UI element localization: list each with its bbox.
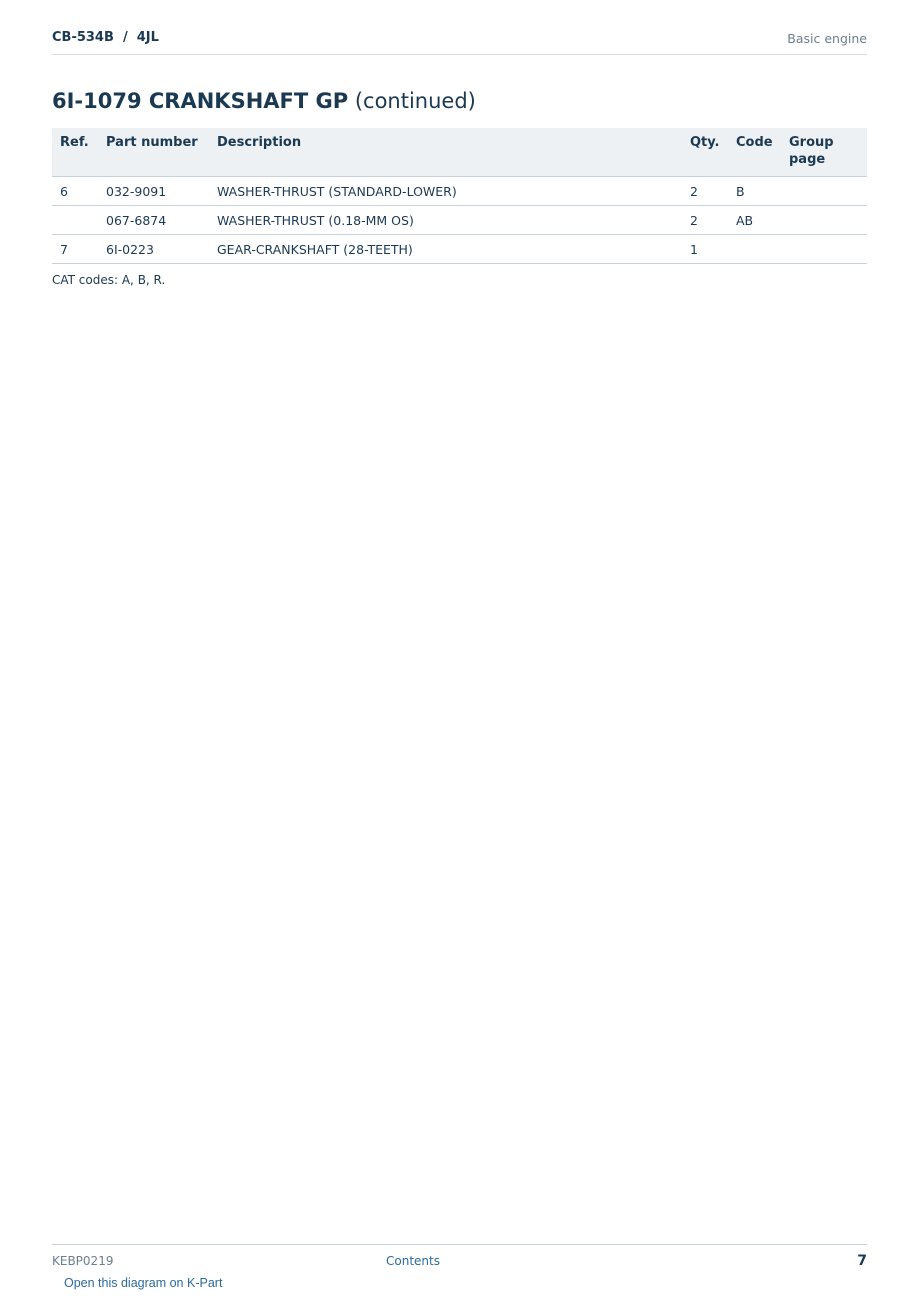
- cell-code: AB: [728, 206, 781, 235]
- cell-group-page: [781, 235, 867, 264]
- page-header: [52, 28, 867, 55]
- column-header-group-page: Group page: [781, 128, 867, 177]
- table-header-row: [52, 128, 867, 177]
- cell-description: WASHER-THRUST (0.18-MM OS): [209, 206, 682, 235]
- table-row: [52, 235, 867, 264]
- cell-qty: 1: [682, 235, 728, 264]
- cell-group-page: [781, 177, 867, 206]
- column-header-ref: Ref.: [52, 128, 98, 177]
- title-suffix: (continued): [354, 89, 476, 113]
- cell-group-page: [781, 206, 867, 235]
- model-label: CB-534B / 4JL: [52, 30, 159, 45]
- cell-ref: 6: [52, 177, 98, 206]
- cell-part-number: 6I-0223: [98, 235, 209, 264]
- column-header-qty: Qty.: [682, 128, 728, 177]
- table-row: [52, 177, 867, 206]
- document-code: KEBP0219: [52, 1254, 114, 1268]
- column-header-code: Code: [728, 128, 781, 177]
- column-header-description: Description: [209, 128, 682, 177]
- open-in-kpart-link[interactable]: Open this diagram on K-Part: [64, 1276, 223, 1290]
- cell-ref: 7: [52, 235, 98, 264]
- cell-code: B: [728, 177, 781, 206]
- cat-codes-note: CAT codes: A, B, R.: [52, 273, 166, 287]
- page-footer: [52, 1244, 867, 1275]
- cell-qty: 2: [682, 206, 728, 235]
- section-label: Basic engine: [787, 31, 867, 46]
- column-header-part-number: Part number: [98, 128, 209, 177]
- cell-description: WASHER-THRUST (STANDARD-LOWER): [209, 177, 682, 206]
- cell-part-number: 032-9091: [98, 177, 209, 206]
- parts-table: [52, 128, 867, 264]
- cell-part-number: 067-6874: [98, 206, 209, 235]
- cell-ref: [52, 206, 98, 235]
- page-number: 7: [857, 1253, 867, 1269]
- cell-code: [728, 235, 781, 264]
- page-title: [52, 89, 476, 113]
- table-row: [52, 206, 867, 235]
- cell-description: GEAR-CRANKSHAFT (28-TEETH): [209, 235, 682, 264]
- contents-link[interactable]: Contents: [386, 1254, 440, 1268]
- cell-qty: 2: [682, 177, 728, 206]
- title-main: 6I-1079 CRANKSHAFT GP: [52, 89, 349, 113]
